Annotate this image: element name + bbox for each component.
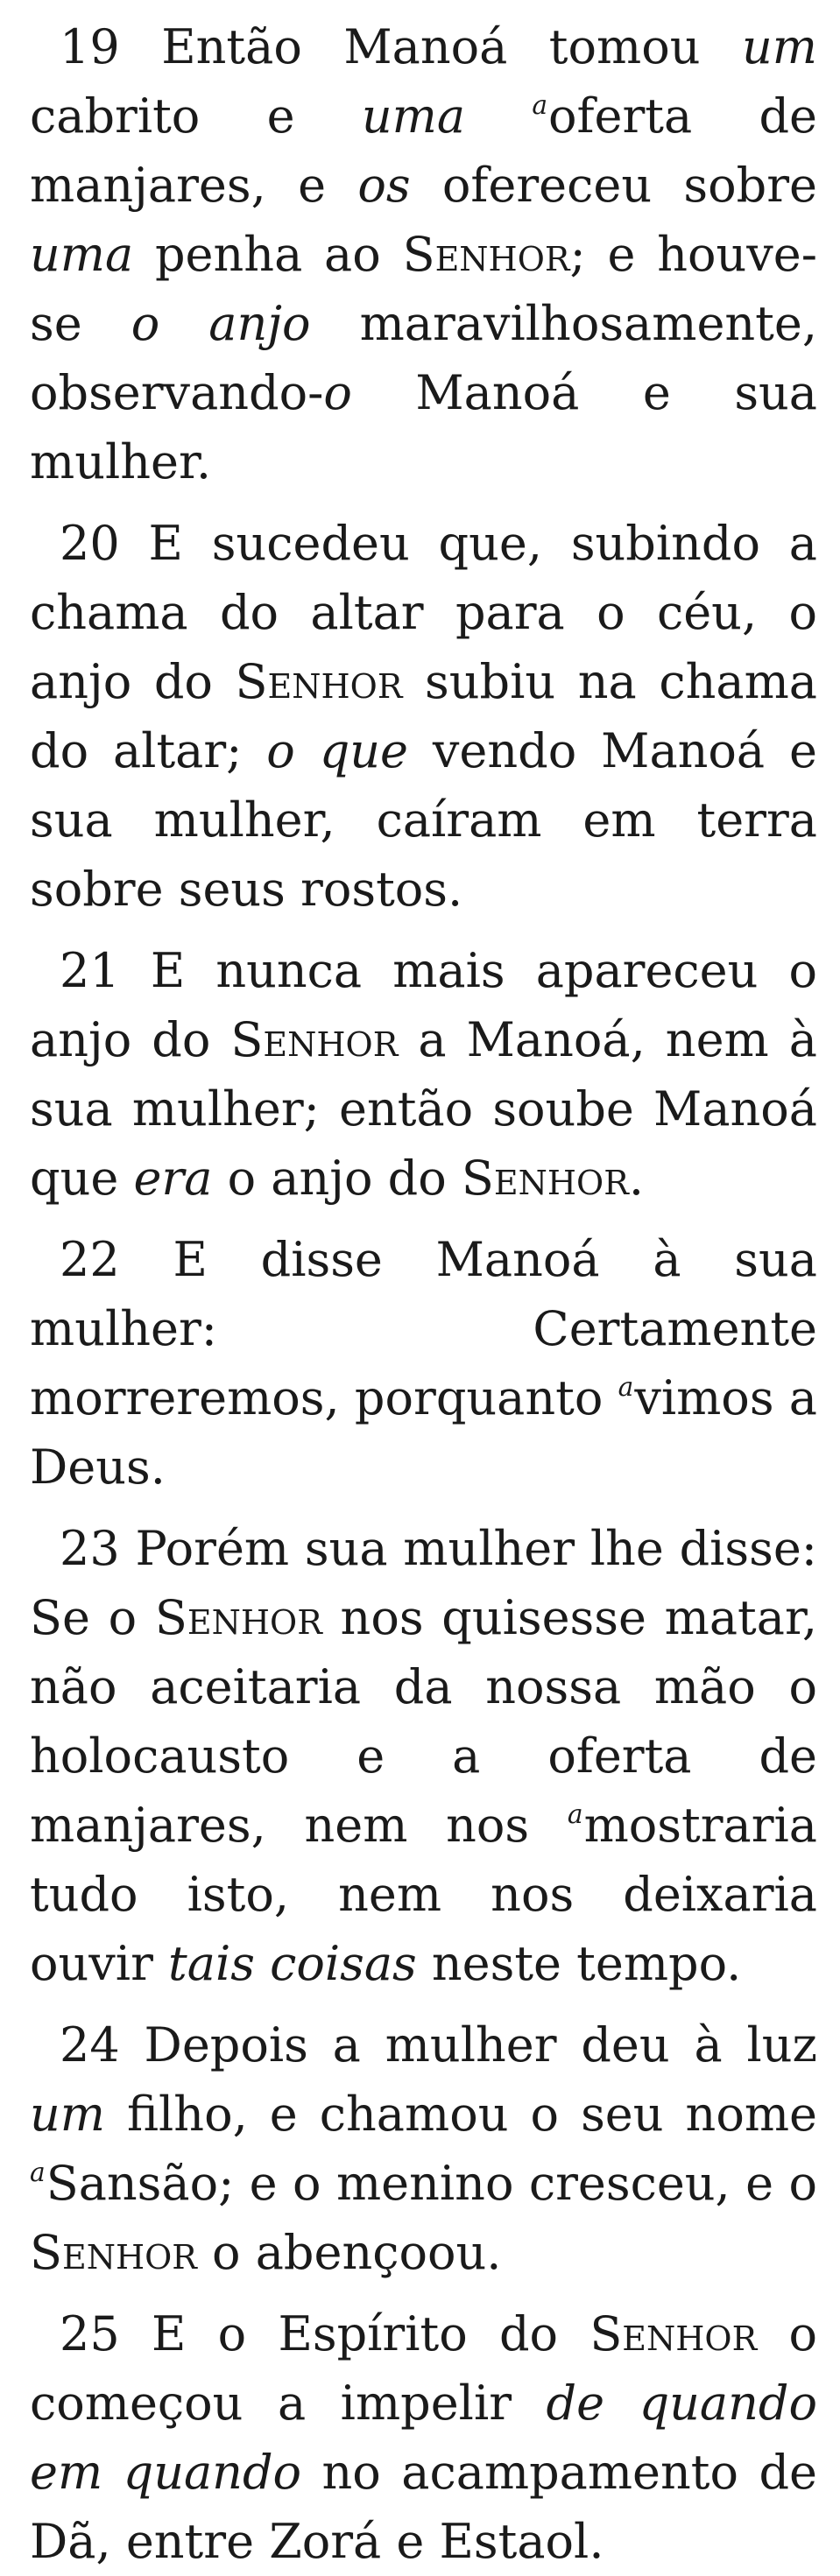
italic-text: uma [361, 88, 466, 144]
verse-text [465, 88, 532, 144]
italic-text: uma [30, 227, 134, 282]
verse-text: vendo Manoá e sua mulher, caíram em terra sobre seus rostos. [30, 723, 817, 917]
verse-text: Manoá e sua mulher. [30, 365, 817, 489]
footnote-marker: a [618, 1372, 634, 1404]
verse-number: 25 [60, 2306, 120, 2361]
verse-text: subiu na chama do altar; [30, 654, 817, 778]
verse-text: nos quisesse matar, não aceitaria da nossa mão o holocausto e a oferta de manjares, nem nos [30, 1590, 817, 1853]
divine-name: Senhor [461, 1151, 629, 1206]
verse-text: E sucedeu que, subindo a chama do altar para o céu, o anjo do [30, 516, 818, 709]
italic-text: um [742, 19, 817, 74]
divine-name: Senhor [589, 2306, 758, 2361]
verse-21 [30, 936, 817, 1213]
verse-text: maravilhosamente, observando- [30, 296, 817, 420]
italic-text: um [30, 2087, 105, 2142]
divine-name: Senhor [235, 654, 403, 709]
verse-text: E nunca mais apareceu o anjo do [30, 943, 818, 1067]
verse-24 [30, 2010, 817, 2287]
verse-23 [30, 1514, 817, 1998]
verse-text: mostraria tudo isto, nem nos deixaria ouvir [30, 1798, 817, 1991]
verse-text: Depois a mulher deu à luz [144, 2017, 817, 2073]
divine-name: Senhor [154, 1590, 322, 1645]
verse-text: E disse Manoá à sua mulher: Certamente morreremos, porquanto [30, 1232, 817, 1425]
verse-number: 19 [60, 19, 120, 74]
verse-20 [30, 509, 817, 924]
italic-text: tais coisas [168, 1936, 417, 1991]
verse-number: 22 [60, 1232, 120, 1287]
italic-text: era [133, 1151, 213, 1206]
footnote-marker: a [567, 1799, 583, 1831]
verse-text: ofereceu sobre [410, 158, 817, 213]
verse-text: Então Manoá tomou [161, 19, 743, 74]
verse-text: oferta de manjares, e [30, 88, 818, 213]
verse-number: 21 [60, 943, 120, 998]
verse-25 [30, 2299, 817, 2576]
verse-text: Porém sua mulher lhe disse: Se o [30, 1521, 817, 1645]
verse-text: cabrito e [30, 88, 362, 144]
verse-text: o anjo do [212, 1151, 462, 1206]
verse-text: o abençoou. [196, 2225, 502, 2280]
italic-text: de quando em quando [30, 2375, 817, 2500]
verse-text: o começou a impelir [30, 2306, 817, 2431]
verse-text: . [628, 1151, 644, 1206]
italic-text: o anjo [131, 296, 311, 351]
verse-text: E o Espírito do [151, 2306, 590, 2361]
verse-text: vimos a Deus. [30, 1370, 817, 1495]
verse-text: Sansão; e o menino cresceu, e o [46, 2156, 817, 2211]
divine-name: Senhor [30, 2225, 197, 2280]
italic-text: os [357, 158, 411, 213]
verse-text: filho, e chamou o seu nome [104, 2087, 817, 2142]
divine-name: Senhor [230, 1012, 399, 1067]
divine-name: Senhor [402, 227, 570, 282]
italic-text: o que [266, 723, 409, 778]
verse-number: 23 [60, 1521, 120, 1576]
verse-text: no acampamento de Dã, entre Zorá e Estaol. [30, 2445, 817, 2569]
verse-text: neste tempo. [416, 1936, 742, 1991]
footnote-marker: a [30, 2157, 46, 2189]
verse-19 [30, 12, 817, 496]
verse-text: a Manoá, nem à sua mulher; então soube Manoá que [30, 1012, 817, 1206]
verse-22 [30, 1225, 817, 1502]
verse-text: penha ao [133, 227, 403, 282]
italic-text: o [323, 365, 352, 420]
footnote-marker: a [532, 90, 548, 122]
verse-number: 24 [60, 2017, 120, 2073]
verse-number: 20 [60, 516, 120, 571]
verse-text: ; e houve-se [30, 227, 817, 351]
